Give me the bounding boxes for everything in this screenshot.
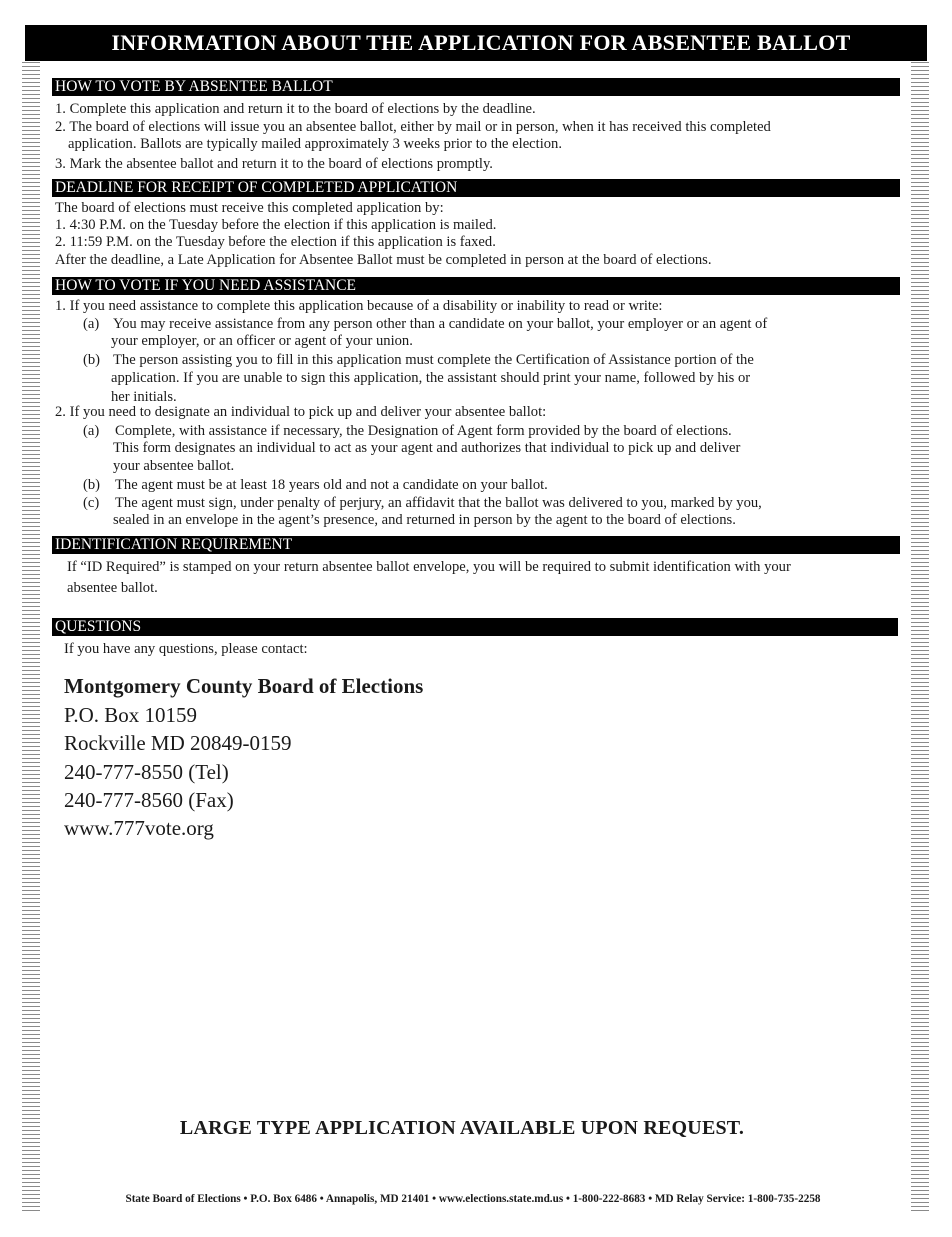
- deadline-faxed: 2. 11:59 P.M. on the Tuesday before the election if this application is faxed.: [55, 234, 496, 250]
- assistance-item-2c-label: (c): [83, 495, 100, 511]
- page-title: INFORMATION ABOUT THE APPLICATION FOR ABSENTEE BALLOT: [25, 25, 927, 61]
- assistance-item-2b-label: (b): [83, 477, 101, 493]
- assistance-item-1b-line-1: The person assisting you to fill in this application must complete the Certification of Assistance portion of the: [113, 352, 754, 368]
- contact-phone: 240-777-8550 (Tel): [64, 760, 229, 784]
- assistance-item-2b-line-1: The agent must be at least 18 years old and not a candidate on your ballot.: [115, 477, 548, 493]
- left-border-stripes: [22, 62, 40, 1212]
- deadline-late-note: After the deadline, a Late Application for Absentee Ballot must be completed in person at the board of elections.: [55, 252, 712, 268]
- assistance-item-1: 1. If you need assistance to complete this application because of a disability or inability to read or write:: [55, 298, 663, 314]
- assistance-item-2: 2. If you need to designate an individual to pick up and deliver your absentee ballot:: [55, 404, 547, 420]
- assistance-item-1b-line-3: her initials.: [111, 389, 177, 405]
- right-border-stripes: [911, 62, 929, 1212]
- assistance-item-2a-line-1: Complete, with assistance if necessary, the Designation of Agent form provided by the board of elections.: [115, 423, 732, 439]
- identification-line-1: If “ID Required” is stamped on your return absentee ballot envelope, you will be required to submit identification with your: [67, 559, 791, 575]
- contact-city: Rockville MD 20849-0159: [64, 731, 292, 755]
- assistance-item-2c-line-2: sealed in an envelope in the agent’s presence, and returned in person by the agent to the board of elections.: [113, 512, 736, 528]
- contact-website: www.777vote.org: [64, 816, 214, 840]
- assistance-item-1a-line-1: You may receive assistance from any person other than a candidate on your ballot, your employer or an agent of: [113, 316, 768, 332]
- section-heading-assistance: HOW TO VOTE IF YOU NEED ASSISTANCE: [52, 277, 900, 295]
- assistance-item-2c-line-1: The agent must sign, under penalty of perjury, an affidavit that the ballot was delivered to you, marked by you,: [115, 495, 762, 511]
- large-type-notice: LARGE TYPE APPLICATION AVAILABLE UPON REQUEST.: [179, 1117, 745, 1139]
- section-heading-deadline: DEADLINE FOR RECEIPT OF COMPLETED APPLICATION: [52, 179, 900, 197]
- assistance-item-1b-label: (b): [83, 352, 101, 368]
- deadline-intro: The board of elections must receive this completed application by:: [55, 200, 444, 216]
- assistance-item-1a-line-2: your employer, or an officer or agent of your union.: [111, 333, 413, 349]
- assistance-item-2a-line-2: This form designates an individual to act as your agent and authorizes that individual to pick up and deliver: [113, 440, 741, 456]
- section-heading-how-to-vote: HOW TO VOTE BY ABSENTEE BALLOT: [52, 78, 900, 96]
- questions-intro: If you have any questions, please contact:: [64, 641, 308, 657]
- section-heading-identification: IDENTIFICATION REQUIREMENT: [52, 536, 900, 554]
- contact-fax: 240-777-8560 (Fax): [64, 788, 234, 812]
- assistance-item-1b-line-2: application. If you are unable to sign this application, the assistant should print your name, followed by his or: [111, 370, 751, 386]
- assistance-item-1a-label: (a): [83, 316, 100, 332]
- deadline-mailed: 1. 4:30 P.M. on the Tuesday before the election if this application is mailed.: [55, 217, 497, 233]
- how-to-vote-step-3: 3. Mark the absentee ballot and return it to the board of elections promptly.: [55, 156, 493, 172]
- contact-po-box: P.O. Box 10159: [64, 703, 198, 727]
- how-to-vote-step-2-cont: application. Ballots are typically mailed approximately 3 weeks prior to the election.: [68, 136, 563, 152]
- how-to-vote-step-1: 1. Complete this application and return it to the board of elections by the deadline.: [55, 101, 536, 117]
- footer-contact-info: State Board of Elections • P.O. Box 6486 • Annapolis, MD 21401 • www.elections.state.md.us • 1-800-222-8683 • MD Relay Service: 1-800-735-2258: [125, 1193, 821, 1205]
- assistance-item-2a-label: (a): [83, 423, 100, 439]
- how-to-vote-step-2: 2. The board of elections will issue you an absentee ballot, either by mail or in person, when it has received this completed: [55, 119, 771, 135]
- contact-name: Montgomery County Board of Elections: [64, 674, 424, 698]
- assistance-item-2a-line-3: your absentee ballot.: [113, 458, 235, 474]
- section-heading-questions: QUESTIONS: [52, 618, 898, 636]
- identification-line-2: absentee ballot.: [67, 580, 158, 596]
